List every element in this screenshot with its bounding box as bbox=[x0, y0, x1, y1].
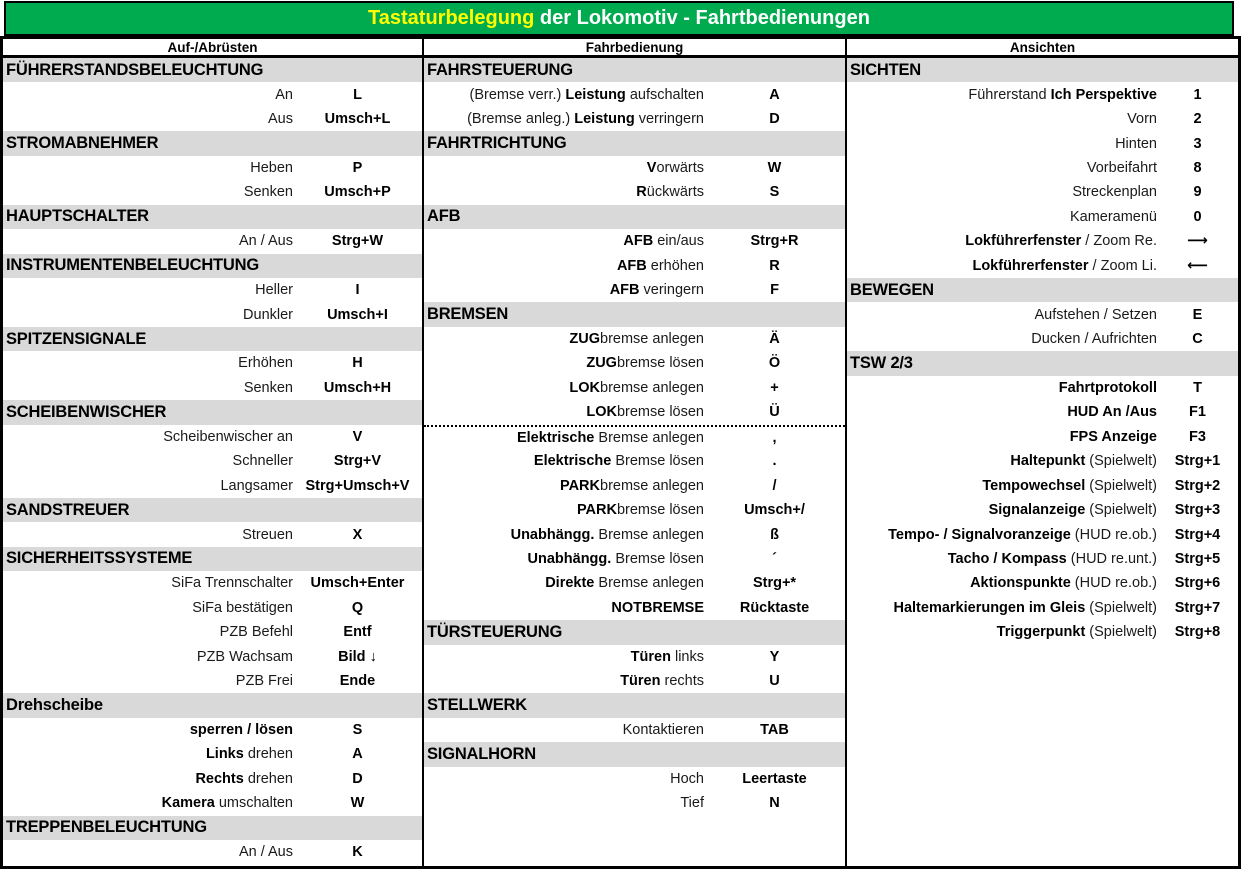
table-row bbox=[847, 425, 1238, 449]
table-row bbox=[3, 425, 422, 449]
action-label: ZUGbremse anlegen bbox=[569, 331, 704, 348]
key-binding: 2 bbox=[1193, 111, 1202, 128]
key-binding: Umsch+H bbox=[323, 379, 392, 396]
action-label: Tacho / Kompass (HUD re.unt.) bbox=[947, 550, 1157, 567]
key-binding: D bbox=[769, 111, 780, 128]
action-label: Tempo- / Signalvoranzeige (HUD re.ob.) bbox=[888, 526, 1157, 543]
table-row bbox=[847, 522, 1238, 546]
action-label: Heben bbox=[250, 159, 293, 176]
table-row bbox=[424, 180, 845, 204]
table-row bbox=[847, 473, 1238, 497]
section-header: BEWEGEN bbox=[847, 278, 1238, 302]
key-binding: Umsch+L bbox=[324, 111, 391, 128]
action-label: Unabhängg. Bremse lösen bbox=[527, 550, 704, 567]
key-binding: 8 bbox=[1193, 159, 1202, 176]
action-label: Elektrische Bremse lösen bbox=[533, 453, 704, 470]
key-binding: Umsch+Enter bbox=[310, 575, 405, 592]
action-label: SiFa bestätigen bbox=[192, 599, 293, 616]
key-binding: Strg+5 bbox=[1174, 550, 1221, 567]
title-highlight: Tastaturbelegung bbox=[368, 7, 535, 29]
table-row bbox=[424, 498, 845, 522]
key-binding: D bbox=[352, 770, 363, 787]
key-binding: N bbox=[769, 795, 780, 812]
action-label: LOKbremse anlegen bbox=[569, 379, 704, 396]
table-row bbox=[3, 767, 422, 791]
table-row bbox=[424, 254, 845, 278]
key-binding: Strg+3 bbox=[1174, 502, 1221, 519]
action-label: Signalanzeige (Spielwelt) bbox=[988, 502, 1157, 519]
table-row bbox=[847, 107, 1238, 131]
key-binding: H bbox=[352, 355, 363, 372]
key-binding: C bbox=[1192, 331, 1203, 348]
key-binding: Ö bbox=[768, 355, 781, 372]
key-binding: V bbox=[352, 428, 363, 445]
key-binding: ß bbox=[770, 526, 779, 543]
table-row bbox=[424, 449, 845, 473]
action-label: HUD An /Aus bbox=[1067, 404, 1157, 421]
section-header: FÜHRERSTANDSBELEUCHTUNG bbox=[3, 58, 422, 82]
table-row bbox=[3, 669, 422, 693]
column-fahrbedienung bbox=[424, 58, 847, 866]
section-header: SANDSTREUER bbox=[3, 498, 422, 522]
action-label: AFB erhöhen bbox=[616, 257, 704, 274]
action-label: Heller bbox=[255, 282, 293, 299]
table-row bbox=[3, 82, 422, 106]
table-row bbox=[847, 180, 1238, 204]
section-header: SIGNALHORN bbox=[424, 742, 845, 766]
action-label: Triggerpunkt (Spielwelt) bbox=[996, 624, 1157, 641]
table-row bbox=[847, 302, 1238, 326]
action-label: Tempowechsel (Spielwelt) bbox=[982, 477, 1157, 494]
action-label: Streuen bbox=[242, 526, 293, 543]
table-row bbox=[847, 205, 1238, 229]
action-label: Rückwärts bbox=[636, 184, 704, 201]
right-arrow-key: ⟶ bbox=[1187, 233, 1208, 250]
key-binding: A bbox=[769, 86, 780, 103]
key-binding: + bbox=[770, 379, 779, 396]
table-row bbox=[847, 571, 1238, 595]
action-label: Kontaktieren bbox=[622, 722, 704, 739]
action-label: Fahrtprotokoll bbox=[1058, 379, 1157, 396]
table-row bbox=[847, 596, 1238, 620]
action-label: (Bremse anleg.) Leistung verringern bbox=[467, 111, 704, 128]
key-binding: Rücktaste bbox=[739, 599, 810, 616]
action-label: Führerstand Ich Perspektive bbox=[968, 86, 1157, 103]
table-row bbox=[3, 620, 422, 644]
section-header: SICHTEN bbox=[847, 58, 1238, 82]
column-header-fahrbedienung: Fahrbedienung bbox=[424, 39, 847, 55]
section-header: TÜRSTEUERUNG bbox=[424, 620, 845, 644]
action-label: Türen rechts bbox=[620, 673, 704, 690]
section-header: BREMSEN bbox=[424, 302, 845, 326]
action-label: Scheibenwischer an bbox=[163, 428, 293, 445]
key-binding: R bbox=[769, 257, 780, 274]
action-label: Vorwärts bbox=[646, 159, 704, 176]
table-row bbox=[3, 840, 422, 864]
key-binding: Umsch+P bbox=[324, 184, 391, 201]
left-arrow-key: ⟵ bbox=[1187, 257, 1208, 274]
section-header: FAHRSTEUERUNG bbox=[424, 58, 845, 82]
key-binding: W bbox=[767, 159, 782, 176]
table-row bbox=[424, 645, 845, 669]
action-label: Direkte Bremse anlegen bbox=[545, 575, 704, 592]
action-label: (Bremse verr.) Leistung aufschalten bbox=[469, 86, 704, 103]
action-label: NOTBREMSE bbox=[611, 599, 704, 616]
table-row bbox=[847, 82, 1238, 106]
table-row bbox=[3, 473, 422, 497]
key-binding: 3 bbox=[1193, 135, 1202, 152]
key-binding: L bbox=[353, 86, 362, 103]
table-row bbox=[3, 107, 422, 131]
table-row bbox=[3, 229, 422, 253]
section-header: AFB bbox=[424, 205, 845, 229]
action-label: Links drehen bbox=[205, 746, 293, 763]
action-label: Hinten bbox=[1115, 135, 1157, 152]
key-binding: I bbox=[355, 282, 360, 299]
table-row bbox=[3, 596, 422, 620]
action-label: Schneller bbox=[232, 453, 293, 470]
action-label: Hoch bbox=[670, 770, 704, 787]
action-label: Dunkler bbox=[243, 306, 293, 323]
table-row bbox=[3, 302, 422, 326]
table-row bbox=[847, 498, 1238, 522]
key-binding: 0 bbox=[1193, 208, 1202, 225]
column-auf-abruesten bbox=[3, 58, 424, 866]
section-header: STELLWERK bbox=[424, 693, 845, 717]
table-row bbox=[424, 229, 845, 253]
table-row bbox=[424, 473, 845, 497]
key-binding: F bbox=[770, 282, 779, 299]
table-row bbox=[3, 351, 422, 375]
key-binding: S bbox=[769, 184, 780, 201]
key-binding: . bbox=[772, 453, 777, 470]
table-row bbox=[3, 376, 422, 400]
action-label: FPS Anzeige bbox=[1069, 428, 1157, 445]
table-row bbox=[424, 351, 845, 375]
action-label: Senken bbox=[243, 379, 293, 396]
key-binding: W bbox=[350, 795, 365, 812]
action-label: AFB ein/aus bbox=[623, 233, 704, 250]
column-header-row bbox=[3, 39, 1238, 58]
key-binding: Q bbox=[351, 599, 364, 616]
action-label: PZB Wachsam bbox=[196, 648, 293, 665]
key-binding: Strg+R bbox=[750, 233, 799, 250]
key-binding: 9 bbox=[1193, 184, 1202, 201]
table-row bbox=[847, 449, 1238, 473]
table-row bbox=[3, 156, 422, 180]
action-label: Türen links bbox=[630, 648, 704, 665]
table-row bbox=[847, 376, 1238, 400]
key-binding: Strg+7 bbox=[1174, 599, 1221, 616]
column-header-auf-abruesten: Auf-/Abrüsten bbox=[3, 39, 424, 55]
key-binding: Strg+* bbox=[752, 575, 797, 592]
action-label: Haltemarkierungen im Gleis (Spielwelt) bbox=[893, 599, 1157, 616]
table-row bbox=[3, 645, 422, 669]
key-binding: Ende bbox=[339, 673, 376, 690]
table-row bbox=[847, 400, 1238, 424]
key-binding: F3 bbox=[1189, 428, 1206, 445]
section-header: FAHRTRICHTUNG bbox=[424, 131, 845, 155]
table-row bbox=[424, 278, 845, 302]
key-binding: Strg+W bbox=[331, 233, 384, 250]
action-label: Elektrische Bremse anlegen bbox=[516, 429, 704, 446]
action-label: PZB Frei bbox=[235, 673, 293, 690]
table-row bbox=[424, 400, 845, 424]
column-header-ansichten: Ansichten bbox=[1009, 39, 1076, 55]
action-label: Rechts drehen bbox=[195, 770, 293, 787]
action-label: Haltepunkt (Spielwelt) bbox=[1010, 453, 1157, 470]
action-label: Kamera umschalten bbox=[161, 795, 293, 812]
action-label: AFB veringern bbox=[609, 282, 704, 299]
table-row bbox=[3, 522, 422, 546]
table-row bbox=[424, 376, 845, 400]
table-row bbox=[847, 547, 1238, 571]
key-binding: Strg+8 bbox=[1174, 624, 1221, 641]
action-label: Aktionspunkte (HUD re.ob.) bbox=[970, 575, 1157, 592]
table-row bbox=[3, 571, 422, 595]
table-row bbox=[424, 669, 845, 693]
section-header: Drehscheibe bbox=[3, 693, 422, 717]
action-label: An / Aus bbox=[238, 233, 293, 250]
action-label: Aufstehen / Setzen bbox=[1034, 306, 1157, 323]
action-label: An bbox=[275, 86, 293, 103]
table-row bbox=[847, 254, 1238, 278]
action-label: Unabhängg. Bremse anlegen bbox=[510, 526, 704, 543]
section-header: HAUPTSCHALTER bbox=[3, 205, 422, 229]
action-label: An / Aus bbox=[238, 844, 293, 861]
key-binding: ´ bbox=[772, 550, 777, 567]
table-row bbox=[424, 547, 845, 571]
table-row bbox=[3, 278, 422, 302]
table-row bbox=[424, 596, 845, 620]
table-row bbox=[424, 791, 845, 815]
action-label: Vorbeifahrt bbox=[1086, 159, 1157, 176]
action-label: Ducken / Aufrichten bbox=[1031, 331, 1157, 348]
table-row bbox=[424, 571, 845, 595]
section-header: STROMABNEHMER bbox=[3, 131, 422, 155]
table-row bbox=[3, 791, 422, 815]
title-rest: der Lokomotiv - Fahrtbedienungen bbox=[534, 7, 870, 29]
title-bar bbox=[4, 1, 1234, 36]
keymap-body bbox=[3, 58, 1238, 866]
key-binding: Strg+6 bbox=[1174, 575, 1221, 592]
table-row bbox=[847, 229, 1238, 253]
key-binding: Ü bbox=[769, 404, 780, 421]
action-label: Lokführerfenster / Zoom Li. bbox=[972, 257, 1157, 274]
action-label: Lokführerfenster / Zoom Re. bbox=[965, 233, 1157, 250]
key-binding: Strg+1 bbox=[1174, 453, 1221, 470]
table-row bbox=[424, 82, 845, 106]
key-binding: Ä bbox=[769, 331, 780, 348]
key-binding: K bbox=[352, 844, 363, 861]
section-header: SCHEIBENWISCHER bbox=[3, 400, 422, 424]
table-row bbox=[424, 425, 845, 449]
section-header: INSTRUMENTENBELEUCHTUNG bbox=[3, 254, 422, 278]
table-row bbox=[3, 718, 422, 742]
key-binding: Umsch+I bbox=[327, 306, 388, 323]
key-binding: S bbox=[352, 722, 363, 739]
page-down-key: Bild ↓ bbox=[338, 648, 377, 665]
key-binding: Strg+2 bbox=[1174, 477, 1221, 494]
action-label: ZUGbremse lösen bbox=[586, 355, 704, 372]
action-label: Tief bbox=[680, 795, 704, 812]
section-header: TSW 2/3 bbox=[847, 351, 1238, 375]
action-label: sperren / lösen bbox=[189, 722, 293, 739]
action-label: LOKbremse lösen bbox=[586, 404, 704, 421]
table-row bbox=[424, 107, 845, 131]
action-label: Streckenplan bbox=[1072, 184, 1157, 201]
key-binding: TAB bbox=[760, 722, 789, 739]
key-binding: Strg+V bbox=[333, 453, 382, 470]
table-row bbox=[424, 718, 845, 742]
action-label: SiFa Trennschalter bbox=[171, 575, 293, 592]
key-binding: U bbox=[769, 673, 780, 690]
table-row bbox=[424, 522, 845, 546]
table-row bbox=[847, 156, 1238, 180]
table-row bbox=[847, 131, 1238, 155]
key-binding: Entf bbox=[343, 624, 372, 641]
table-row bbox=[3, 180, 422, 204]
key-binding: E bbox=[1192, 306, 1203, 323]
action-label: Vorn bbox=[1127, 111, 1157, 128]
key-binding: F1 bbox=[1189, 404, 1206, 421]
table-row bbox=[424, 767, 845, 791]
key-binding: 1 bbox=[1193, 86, 1202, 103]
table-row bbox=[847, 620, 1238, 644]
table-row bbox=[424, 327, 845, 351]
table-row bbox=[847, 327, 1238, 351]
key-binding: Umsch+/ bbox=[744, 502, 805, 519]
key-binding: Strg+Umsch+V bbox=[305, 477, 410, 494]
action-label: Kameramenü bbox=[1069, 208, 1157, 225]
section-header: SICHERHEITSSYSTEME bbox=[3, 547, 422, 571]
key-binding: Leertaste bbox=[742, 770, 807, 787]
column-ansichten bbox=[847, 58, 1238, 866]
action-label: PZB Befehl bbox=[219, 624, 293, 641]
key-binding: P bbox=[352, 159, 363, 176]
key-binding: / bbox=[772, 477, 777, 494]
key-binding: , bbox=[772, 429, 777, 446]
keymap-table bbox=[0, 36, 1241, 869]
action-label: PARKbremse lösen bbox=[576, 502, 704, 519]
key-binding: Strg+4 bbox=[1174, 526, 1221, 543]
key-binding: A bbox=[352, 746, 363, 763]
action-label: Aus bbox=[268, 111, 293, 128]
key-binding: Y bbox=[769, 648, 780, 665]
table-row bbox=[3, 742, 422, 766]
action-label: Senken bbox=[243, 184, 293, 201]
section-header: SPITZENSIGNALE bbox=[3, 327, 422, 351]
key-binding: T bbox=[1193, 379, 1202, 396]
table-row bbox=[424, 156, 845, 180]
table-row bbox=[3, 449, 422, 473]
action-label: Erhöhen bbox=[238, 355, 293, 372]
key-binding: X bbox=[352, 526, 363, 543]
action-label: Langsamer bbox=[220, 477, 293, 494]
section-header: TREPPENBELEUCHTUNG bbox=[3, 816, 422, 840]
action-label: PARKbremse anlegen bbox=[559, 477, 704, 494]
